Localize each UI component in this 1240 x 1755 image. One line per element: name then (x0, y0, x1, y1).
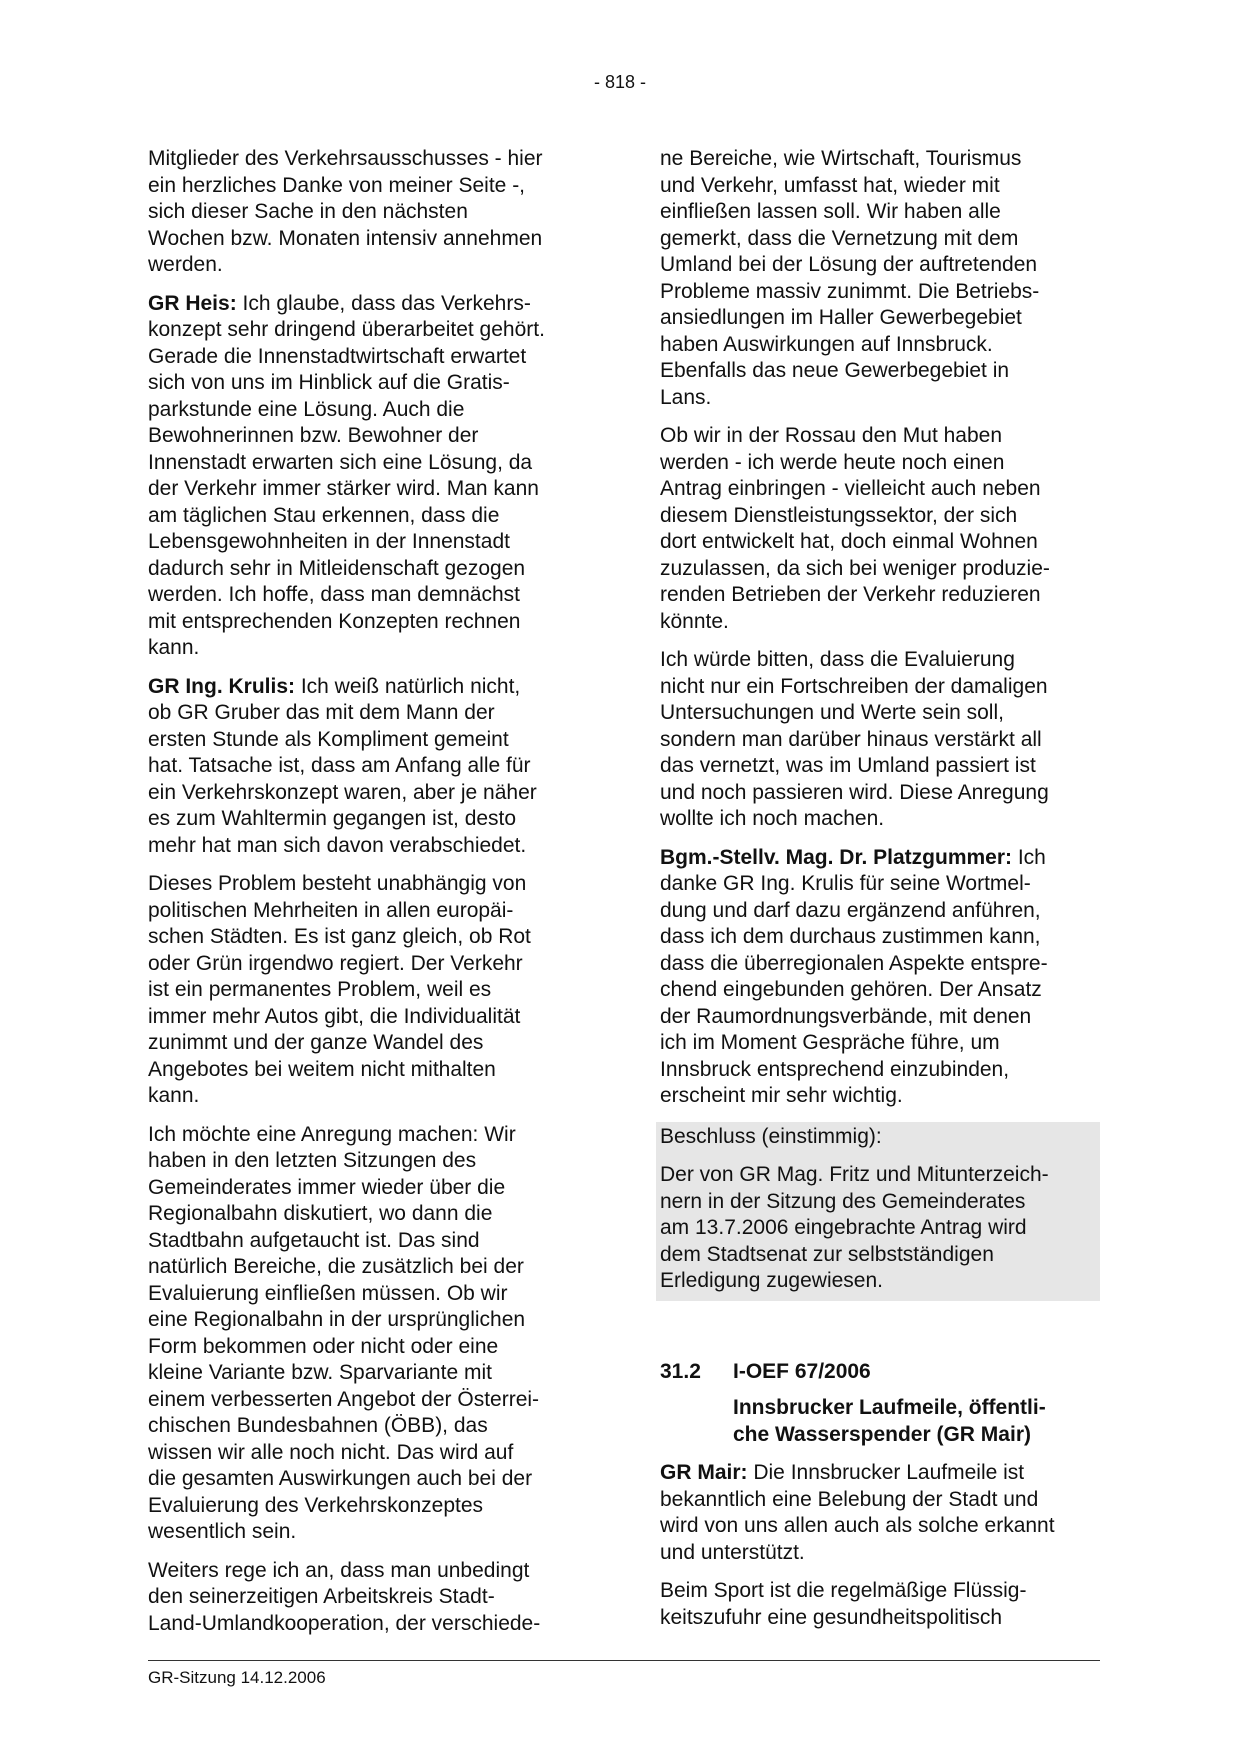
agenda-item (660, 1359, 1100, 1449)
paragraph: Ich würde bitten, dass die Evaluierung nicht nur ein Fortschreiben der damaligen Untersuchungen und Werte sein soll, sondern man darüber hinaus verstärkt all das vernetzt, was im Umland passiert ist und noch passieren wird. Diese Anregung wollte ich noch machen. (660, 648, 1049, 830)
speaker-name: Bgm.-Stellv. Mag. Dr. Platzgummer: (660, 845, 1013, 869)
agenda-title: Innsbrucker Laufmeile, öffentli- che Wasserspender (GR Mair) (733, 1396, 1046, 1446)
decision-label: Beschluss (einstimmig): (660, 1124, 882, 1148)
paragraph: Ich möchte eine Anregung machen: Wir haben in den letzten Sitzungen des Gemeinderates immer wieder über die Regionalbahn diskutiert, wo dann die Stadtbahn aufgetaucht ist. Das sind natürlich Bereiche, die zusätzlich bei der Evaluierung einfließen müssen. Ob wir eine Regionalbahn in der ursprünglichen Form bekommen oder nicht oder eine kleine Variante bzw. Sparvariante mit einem verbesserten Angebot der Österrei- chischen Bundesbahnen (ÖBB), das wissen wir alle noch nicht. Das wird auf die gesamten Auswirkungen auch bei der Evaluierung des Verkehrskonzeptes wesentlich sein. (148, 1122, 540, 1543)
paragraph: GR Heis: Ich glaube, dass das Verkehrs- konzept sehr dringend überarbeitet gehört. Gerade die Innenstadtwirtschaft erwartet sich von uns im Hinblick auf die Gratis- parkstunde eine Lösung. Auch die Bewohnerinnen bzw. Bewohner der Innenstadt erwarten sich eine Lösung, da der Verkehr immer stärker wird. Man kann am täglichen Stau erkennen, dass die Lebensgewohnheiten in der Innenstadt dadurch sehr in Mitleidenschaft gezogen werden. Ich hoffe, dass man demnächst mit entsprechenden Konzepten rechnen kann. (148, 291, 545, 659)
footer-text: GR-Sitzung 14.12.2006 (148, 1668, 326, 1687)
speaker-name: GR Ing. Krulis: (148, 674, 295, 698)
agenda-number: 31.2 (660, 1359, 701, 1383)
paragraph: GR Ing. Krulis: Ich weiß natürlich nicht, ob GR Gruber das mit dem Mann der ersten Stunde als Kompliment gemeint hat. Tatsache ist, dass am Anfang alle für ein Verkehrskonzept waren, aber je näher es zum Wahltermin gegangen ist, desto mehr hat man sich davon verabschiedet. (148, 674, 537, 857)
left-column (148, 146, 584, 1649)
decision-box (656, 1122, 1100, 1301)
speaker-name: GR Heis: (148, 291, 237, 315)
paragraph: Weiters rege ich an, dass man unbedingt den seinerzeitigen Arbeitskreis Stadt- Land-Umlandkooperation, der verschiede- (148, 1558, 541, 1635)
paragraph: ne Bereiche, wie Wirtschaft, Tourismus und Verkehr, umfasst hat, wieder mit einfließen lassen soll. Wir haben alle gemerkt, dass die Vernetzung mit dem Umland bei der Lösung der auftretenden Probleme massiv zunimmt. Die Betriebs- ansiedlungen im Haller Gewerbegebiet haben Auswirkungen auf Innsbruck. Ebenfalls das neue Gewerbegebiet in Lans. (660, 147, 1040, 409)
paragraph: Ob wir in der Rossau den Mut haben werden - ich werde heute noch einen Antrag einbringen - vielleicht auch neben diesem Dienstleistungssektor, der sich dort entwickelt hat, doch einmal Wohnen zuzulassen, da sich bei weniger produzie- renden Betrieben der Verkehr reduzieren könnte. (660, 424, 1050, 633)
paragraph: Mitglieder des Verkehrsausschusses - hier ein herzliches Danke von meiner Seite -, sich dieser Sache in den nächsten Wochen bzw. Monaten intensiv annehmen werden. (148, 147, 543, 276)
decision-text: Der von GR Mag. Fritz und Mitunterzeich- nern in der Sitzung des Gemeinderates am 13.7.2006 eingebrachte Antrag wird dem Stadtsenat zur selbstständigen Erledigung zugewiesen. (660, 1163, 1049, 1292)
paragraph: Bgm.-Stellv. Mag. Dr. Platzgummer: Ich danke GR Ing. Krulis für seine Wortmel- dung und darf dazu ergänzend anführen, dass ich dem durchaus zustimmen kann, dass die überregionalen Aspekte entspre- chend eingebunden gehören. Der Ansatz der Raumordnungsverbände, mit denen ich im Moment Gespräche führe, um Innsbruck entsprechend einzubinden, erscheint mir sehr wichtig. (660, 845, 1048, 1107)
paragraph: GR Mair: Die Innsbrucker Laufmeile ist bekanntlich eine Belebung der Stadt und wird von uns allen auch als solche erkannt und unterstützt. (660, 1461, 1055, 1564)
footer-divider (148, 1660, 1100, 1661)
agenda-code: I-OEF 67/2006 (733, 1359, 871, 1383)
speaker-name: GR Mair: (660, 1461, 748, 1484)
paragraph: Dieses Problem besteht unabhängig von politischen Mehrheiten in allen europäi- schen Städten. Es ist ganz gleich, ob Rot oder Grün irgendwo regiert. Der Verkehr ist ein permanentes Problem, weil es immer mehr Autos gibt, die Individualität zunimmt und der ganze Wandel des Angebotes bei weitem nicht mithalten kann. (148, 872, 531, 1107)
page-number: - 818 - (593, 72, 647, 92)
paragraph: Beim Sport ist die regelmäßige Flüssig- keitszufuhr eine gesundheitspolitisch (660, 1579, 1027, 1629)
right-column (660, 146, 1100, 1643)
